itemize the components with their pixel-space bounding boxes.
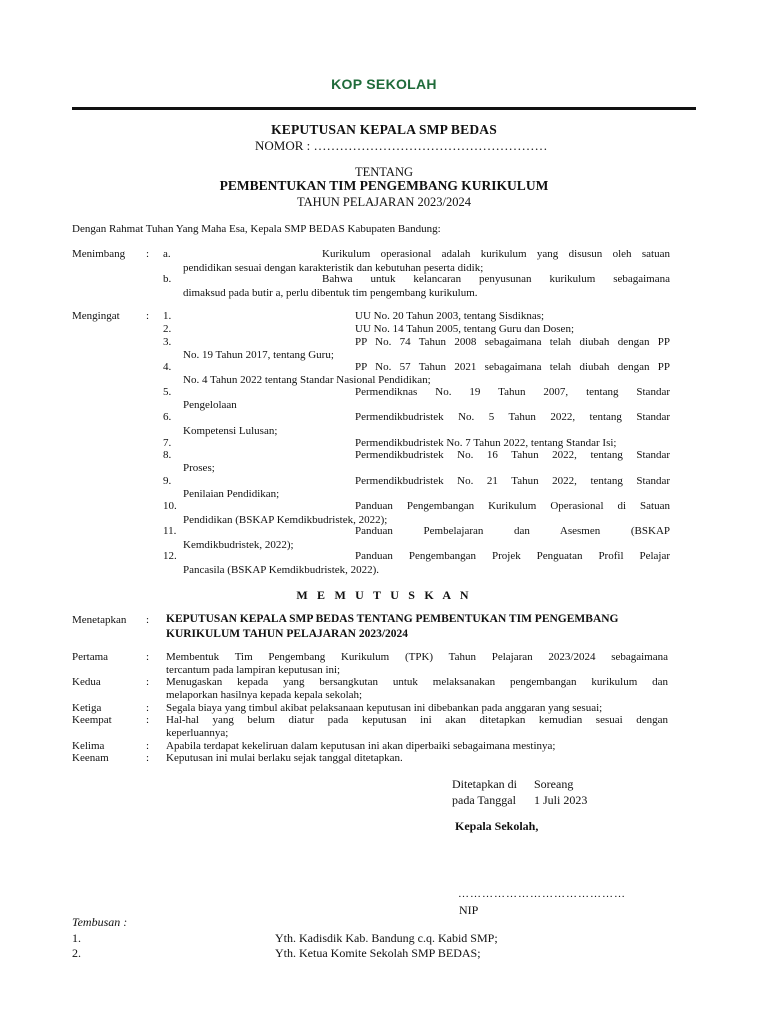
item-line2: Kemdikbudristek, 2022); bbox=[183, 539, 294, 551]
item-number: 1. bbox=[163, 310, 172, 322]
preamble: Dengan Rahmat Tuhan Yang Maha Esa, Kepala SMP BEDAS Kabupaten Bandung: bbox=[72, 223, 441, 235]
item-number: 3. bbox=[163, 336, 172, 348]
item-number: 9. bbox=[163, 475, 172, 487]
item-line1: PP No. 74 Tahun 2008 sebagaimana telah diubah dengan PP bbox=[355, 336, 670, 348]
item-line2: Pengelolaan bbox=[183, 399, 237, 411]
kop-sekolah: KOP SEKOLAH bbox=[331, 76, 437, 92]
decision-colon: : bbox=[146, 676, 150, 688]
decree-subject: PEMBENTUKAN TIM PENGEMBANG KURIKULUM bbox=[219, 178, 549, 193]
item-line2: Pendidikan (BSKAP Kemdikbudristek, 2022); bbox=[183, 514, 388, 526]
decision-colon: : bbox=[146, 714, 150, 726]
header-rule bbox=[72, 107, 696, 110]
menimbang-label: Menimbang bbox=[72, 248, 126, 260]
item-number: 5. bbox=[163, 386, 172, 398]
decree-title: KEPUTUSAN KEPALA SMP BEDAS bbox=[271, 122, 497, 137]
tanggal-label: pada Tanggal bbox=[452, 793, 516, 807]
ditetapkan-value: Soreang bbox=[534, 777, 574, 791]
decision-label: Ketiga bbox=[72, 702, 102, 714]
decision-label: Keempat bbox=[72, 714, 112, 726]
item-line1: UU No. 20 Tahun 2003, tentang Sisdiknas; bbox=[355, 310, 545, 322]
item-line2: Penilaian Pendidikan; bbox=[183, 488, 280, 500]
item-number: 11. bbox=[163, 525, 177, 537]
decision-line2: tercantum pada lampiran keputusan ini; bbox=[166, 664, 341, 676]
menimbang-colon: : bbox=[146, 248, 150, 260]
item-line1: PP No. 57 Tahun 2021 sebagaimana telah diubah dengan PP bbox=[355, 361, 670, 373]
tanggal-value: 1 Juli 2023 bbox=[534, 793, 588, 807]
item-line2: Kompetensi Lulusan; bbox=[183, 425, 278, 437]
item-line2: pendidikan sesuai dengan karakteristik dan kebutuhan peserta didik; bbox=[183, 262, 484, 274]
mengingat-colon: : bbox=[146, 310, 150, 322]
decision-label: Pertama bbox=[72, 651, 109, 663]
decision-line1: Hal-hal yang belum diatur pada keputusan ini akan ditetapkan kemudian sesuai dengan bbox=[166, 714, 668, 726]
menetapkan-colon: : bbox=[146, 614, 150, 626]
item-line1: Kurikulum operasional adalah kurikulum yang disusun oleh satuan bbox=[322, 248, 670, 260]
item-number: 10. bbox=[163, 500, 177, 512]
item-line2: No. 4 Tahun 2022 tentang Standar Nasional Pendidikan; bbox=[183, 374, 431, 386]
item-line1: Permendikbudristek No. 7 Tahun 2022, tentang Standar Isi; bbox=[355, 437, 617, 449]
item-number: 12. bbox=[163, 550, 177, 562]
decision-colon: : bbox=[146, 740, 150, 752]
decision-colon: : bbox=[146, 752, 150, 764]
item-line1: Permendikbudristek No. 16 Tahun 2022, tentang Standar bbox=[355, 449, 670, 461]
kepala-sekolah-title: Kepala Sekolah, bbox=[455, 819, 539, 833]
academic-year: TAHUN PELAJARAN 2023/2024 bbox=[297, 195, 471, 209]
decision-label: Keenam bbox=[72, 752, 109, 764]
decision-line2: melaporkan hasilnya kepada kepala sekolah; bbox=[166, 689, 363, 701]
item-line1: UU No. 14 Tahun 2005, tentang Guru dan Dosen; bbox=[355, 323, 574, 335]
decision-line1: Menugaskan kepada yang bersangkutan untuk melaksanakan pengembangan kurikulum dan bbox=[166, 676, 668, 688]
item-line1: Permendikbudristek No. 5 Tahun 2022, tentang Standar bbox=[355, 411, 670, 423]
item-number: 8. bbox=[163, 449, 172, 461]
decision-line1: Apabila terdapat kekeliruan dalam keputusan ini akan diperbaiki sebagaimana mestinya; bbox=[166, 740, 556, 752]
ditetapkan-label: Ditetapkan di bbox=[452, 777, 517, 791]
item-number: 7. bbox=[163, 437, 172, 449]
item-number: 6. bbox=[163, 411, 172, 423]
item-number: 4. bbox=[163, 361, 172, 373]
memutuskan-heading: M E M U T U S K A N bbox=[296, 588, 472, 602]
menetapkan-label: Menetapkan bbox=[72, 614, 127, 626]
cc-text: Yth. Ketua Komite Sekolah SMP BEDAS; bbox=[275, 946, 481, 960]
decision-colon: : bbox=[146, 651, 150, 663]
decision-line1: Segala biaya yang timbul akibat pelaksanaan keputusan ini dibebankan pada anggaran yang sesuai; bbox=[166, 702, 603, 714]
mengingat-label: Mengingat bbox=[72, 310, 120, 322]
tembusan-label: Tembusan : bbox=[72, 915, 128, 929]
nip-label: NIP bbox=[459, 903, 479, 917]
decision-line2: keperluannya; bbox=[166, 727, 229, 739]
item-number: b. bbox=[163, 273, 172, 285]
item-line2: Pancasila (BSKAP Kemdikbudristek, 2022). bbox=[183, 564, 380, 576]
decree-number: NOMOR : ……………………………………………… bbox=[255, 138, 548, 153]
item-line1: Bahwa untuk kelancaran penyusunan kurikulum sebagaimana bbox=[322, 273, 670, 285]
cc-number: 1. bbox=[72, 931, 81, 945]
decision-label: Kedua bbox=[72, 676, 101, 688]
item-line2: Proses; bbox=[183, 462, 215, 474]
cc-number: 2. bbox=[72, 946, 81, 960]
tentang-label: TENTANG bbox=[354, 165, 413, 179]
item-number: 2. bbox=[163, 323, 172, 335]
item-line2: No. 19 Tahun 2017, tentang Guru; bbox=[183, 349, 334, 361]
item-line2: dimaksud pada butir a, perlu dibentuk tim pengembang kurikulum. bbox=[183, 287, 478, 299]
item-line1: Panduan Pengembangan Projek Penguatan Profil Pelajar bbox=[355, 550, 670, 562]
decision-line1: Membentuk Tim Pengembang Kurikulum (TPK) Tahun Pelajaran 2023/2024 sebagaimana bbox=[166, 651, 668, 663]
item-number: a. bbox=[163, 248, 171, 260]
decision-colon: : bbox=[146, 702, 150, 714]
item-line1: Permendikbudristek No. 21 Tahun 2022, tentang Standar bbox=[355, 475, 670, 487]
cc-text: Yth. Kadisdik Kab. Bandung c.q. Kabid SMP; bbox=[275, 931, 498, 945]
menetapkan-text: KEPUTUSAN KEPALA SMP BEDAS TENTANG PEMBENTUKAN TIM PENGEMBANG KURIKULUM TAHUN PELAJARAN 2023/2024 bbox=[166, 613, 619, 640]
signature-line: …………………………………… bbox=[458, 888, 626, 900]
decision-line1: Keputusan ini mulai berlaku sejak tanggal ditetapkan. bbox=[166, 752, 403, 764]
item-line1: Panduan Pengembangan Kurikulum Operasional di Satuan bbox=[355, 500, 670, 512]
item-line1: Permendiknas No. 19 Tahun 2007, tentang Standar bbox=[355, 386, 670, 398]
decision-label: Kelima bbox=[72, 740, 105, 752]
item-line1: Panduan Pembelajaran dan Asesmen (BSKAP bbox=[355, 525, 670, 537]
